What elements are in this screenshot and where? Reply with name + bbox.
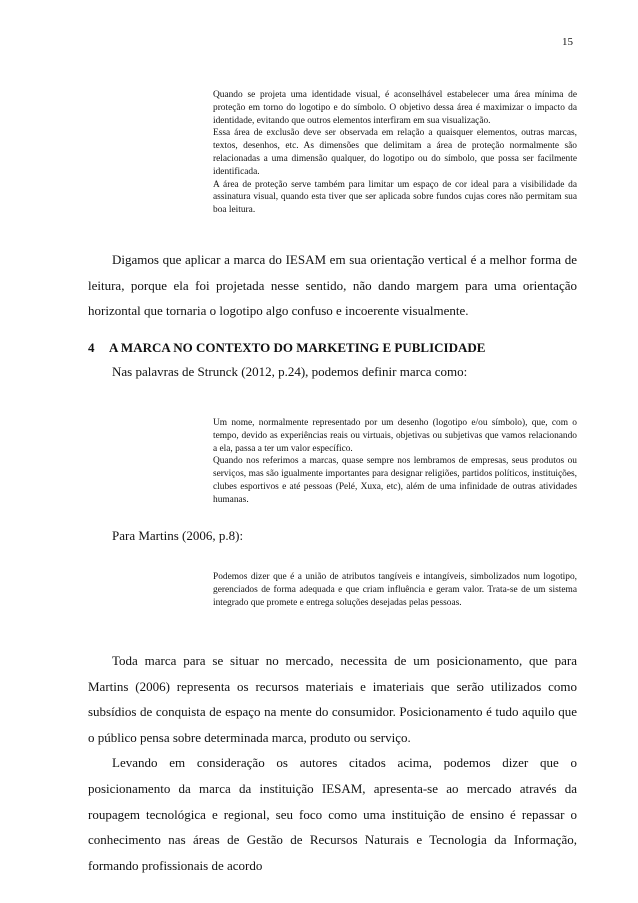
block-quote-martins — [213, 571, 577, 609]
section-heading — [88, 340, 577, 356]
intro-strunck: Nas palavras de Strunck (2012, p.24), podemos definir marca como: — [112, 364, 468, 379]
quote-paragraph: Quando nos referimos a marcas, quase sempre nos lembramos de empresas, seus produtos ou serviços, mas são igualmente importantes para designar religiões, partidos políticos, instituições, clubes esportivos e até pessoas (Pelé, Xuxa, etc), além de uma infinidade de outras atividades humanas. — [213, 456, 577, 505]
section-title: A MARCA NO CONTEXTO DO MARKETING E PUBLICIDADE — [109, 340, 486, 355]
section-number: 4 — [88, 340, 95, 355]
quote-paragraph: Quando se projeta uma identidade visual, é aconselhável estabelecer uma área mínima de proteção em torno do logotipo e do símbolo. O objetivo dessa área é maximizar o impacto da identidade, evitando que outros elementos interfiram em sua visualização. — [213, 90, 577, 126]
quote-paragraph: Essa área de exclusão deve ser observada em relação a quaisquer elementos, outras marcas, textos, desenhos, etc. As dimensões que delimitam a área de proteção normalmente são relacionadas a uma dimensão qualquer, do logotipo ou do símbolo, que possa ser facilmente identificada. — [213, 128, 577, 177]
quote-paragraph: Podemos dizer que é a união de atributos tangíveis e intangíveis, simbolizados num logotipo, gerenciados de forma adequada e que criam influência e geram valor. Trata-se de um sistema integrado que promete e entrega soluções desejadas pelas pessoas. — [213, 572, 577, 608]
quote-paragraph: A área de proteção serve também para limitar um espaço de cor ideal para a visibilidade da assinatura visual, quando esta tiver que ser aplicada sobre fundos cujas cores não permitam sua boa leitura. — [213, 179, 577, 216]
intro-martins: Para Martins (2006, p.8): — [112, 528, 244, 543]
block-quote-identidade-visual — [213, 89, 577, 217]
body-paragraph-posicionamento — [88, 648, 577, 878]
paragraph-text: Toda marca para se situar no mercado, necessita de um posicionamento, que para Martins (2006) representa os recursos materiais e imateriais que serão utilizados como subsídios de conquista de espaço na mente do consumidor. Posicionamento é tudo aquilo que o público pensa sobre determinada marca, produto ou serviço. — [88, 653, 577, 745]
page-number: 15 — [562, 36, 573, 48]
body-paragraph-orientacao — [88, 247, 577, 324]
paragraph-text: Levando em consideração os autores citados acima, podemos dizer que o posicionamento da marca da instituição IESAM, apresenta-se ao mercado através da roupagem tecnológica e regional, seu foco como uma instituição de ensino é repassar o conhecimento nas áreas de Gestão de Recursos Naturais e Tecnologia da Informação, formando profissionais de acordo — [88, 755, 577, 873]
quote-paragraph: Um nome, normalmente representado por um desenho (logotipo e/ou símbolo), que, com o tempo, devido as experiências reais ou virtuais, objetivas ou subjetivas que vamos relacionando a ela, passa a ter um valor específico. — [213, 418, 577, 454]
block-quote-strunck — [213, 417, 577, 507]
paragraph-text: Digamos que aplicar a marca do IESAM em sua orientação vertical é a melhor forma de leitura, porque ela foi projetada nesse sentido, não dando margem para uma orientação horizontal que tornaria o logotipo algo confuso e incoerente visualmente. — [88, 252, 577, 319]
